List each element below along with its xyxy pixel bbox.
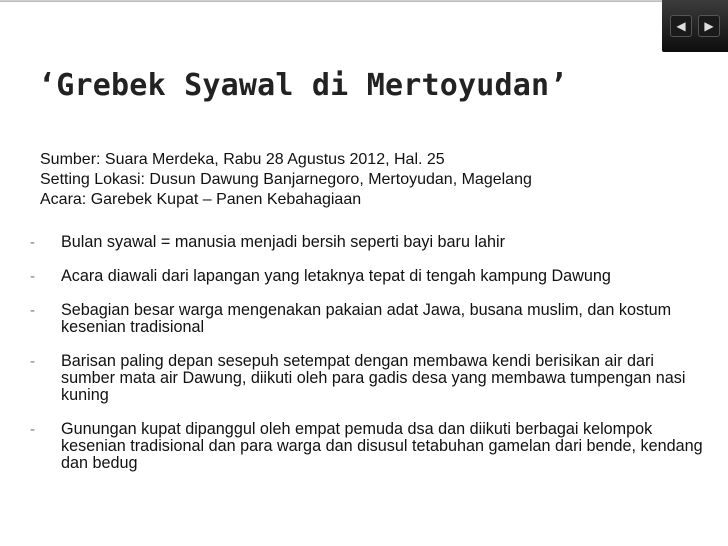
bullet-text: Acara diawali dari lapangan yang letaknya tepat di tengah kampung Dawung — [61, 267, 611, 285]
bullet-text: Bulan syawal = manusia menjadi bersih seperti bayi baru lahir — [61, 233, 506, 251]
list-item — [30, 353, 710, 404]
bullet-marker: - — [30, 353, 35, 370]
bullet-marker: - — [30, 302, 35, 319]
bullet-marker: - — [30, 421, 35, 438]
slide-top-bar — [0, 0, 728, 53]
slide-title: ‘Grebek Syawal di Mertoyudan’ — [38, 68, 568, 103]
meta-location: Setting Lokasi: Dusun Dawung Banjarnegoro, Mertoyudan, Magelang — [40, 171, 532, 188]
bullet-marker: - — [30, 268, 35, 285]
bullet-text: Sebagian besar warga mengenakan pakaian adat Jawa, busana muslim, dan kostum kesenian tradisional — [61, 301, 672, 336]
top-border-line — [0, 1, 662, 2]
bullet-text: Barisan paling depan sesepuh setempat dengan membawa kendi berisikan air dari sumber mata air Dawung, diikuti oleh para gadis desa yang membawa tumpengan nasi kuning — [61, 352, 686, 404]
prev-slide-icon[interactable]: ◀ — [670, 15, 692, 37]
bullet-list — [30, 234, 710, 489]
list-item — [30, 234, 710, 251]
meta-event: Acara: Garebek Kupat – Panen Kebahagiaan — [40, 191, 362, 208]
slide-meta — [40, 150, 532, 210]
bullet-text: Gunungan kupat dipanggul oleh empat pemuda dsa dan diikuti berbagai kelompok kesenian tradisional dan para warga dan disusul tetabuhan gamelan dari bende, kendang dan bedug — [61, 420, 703, 472]
list-item — [30, 421, 710, 472]
bullet-marker: - — [30, 234, 35, 251]
slide-nav-panel — [662, 0, 728, 52]
nav-arrows — [670, 15, 720, 37]
list-item — [30, 302, 710, 336]
list-item — [30, 268, 710, 285]
next-slide-icon[interactable]: ▶ — [698, 15, 720, 37]
meta-source: Sumber: Suara Merdeka, Rabu 28 Agustus 2012, Hal. 25 — [40, 151, 445, 168]
